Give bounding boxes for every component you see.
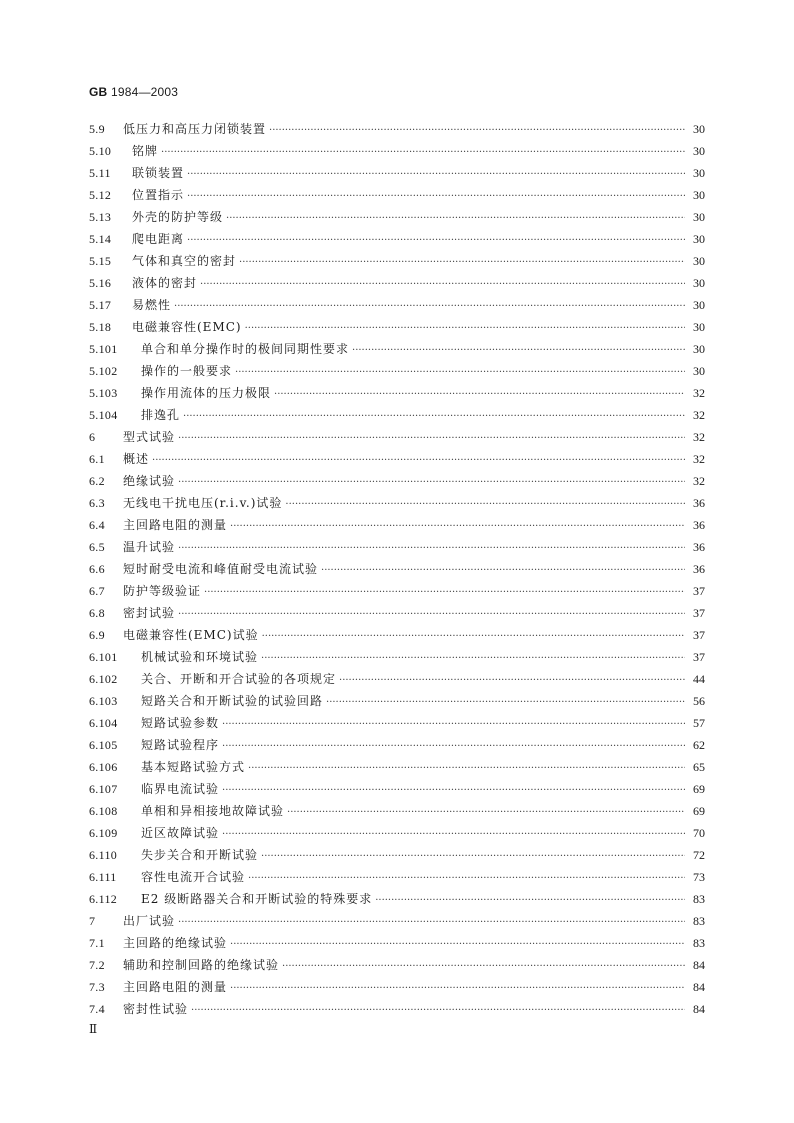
toc-leader-dots bbox=[269, 120, 685, 142]
toc-entry-title: 防护等级验证 bbox=[123, 584, 202, 598]
toc-entry-number: 6.108 bbox=[89, 804, 118, 818]
toc-leader-dots bbox=[187, 186, 685, 208]
toc-entry-page: 37 bbox=[693, 628, 705, 642]
toc-entry[interactable] bbox=[89, 536, 705, 558]
toc-leader-dots bbox=[339, 670, 685, 692]
toc-entry-number: 5.13 bbox=[89, 210, 112, 224]
toc-entry-number: 6.109 bbox=[89, 826, 118, 840]
toc-leader-dots bbox=[152, 450, 685, 472]
toc-leader-dots bbox=[230, 516, 685, 538]
toc-entry-page: 83 bbox=[693, 892, 705, 906]
toc-entry-number: 7 bbox=[89, 914, 96, 928]
toc-entry[interactable] bbox=[89, 998, 705, 1020]
toc-entry-number: 6.5 bbox=[89, 540, 105, 554]
toc-entry-number: 7.4 bbox=[89, 1002, 105, 1016]
toc-entry[interactable] bbox=[89, 382, 705, 404]
toc-entry-number: 5.9 bbox=[89, 122, 105, 136]
page-header bbox=[89, 85, 178, 99]
toc-entry[interactable] bbox=[89, 448, 705, 470]
toc-entry-title: 短路关合和开断试验的试验回路 bbox=[141, 694, 324, 708]
toc-entry-page: 73 bbox=[693, 870, 705, 884]
page-number: Ⅱ bbox=[89, 1022, 98, 1036]
toc-entry-number: 5.17 bbox=[89, 298, 112, 312]
toc-entry-title: 排逸孔 bbox=[141, 408, 181, 422]
toc-entry-number: 6.9 bbox=[89, 628, 105, 642]
toc-leader-dots bbox=[191, 1000, 685, 1022]
toc-entry[interactable] bbox=[89, 514, 705, 536]
toc-entry-number: 6.103 bbox=[89, 694, 118, 708]
toc-entry-title: 位置指示 bbox=[132, 188, 185, 202]
toc-entry[interactable] bbox=[89, 140, 705, 162]
toc-leader-dots bbox=[222, 824, 685, 846]
toc-entry[interactable] bbox=[89, 404, 705, 426]
toc-entry-title: 爬电距离 bbox=[132, 232, 185, 246]
toc-entry-page: 30 bbox=[693, 364, 705, 378]
toc-entry-number: 6.110 bbox=[89, 848, 118, 862]
toc-entry-title: 密封性试验 bbox=[123, 1002, 189, 1016]
toc-entry-page: 70 bbox=[693, 826, 705, 840]
toc-entry[interactable] bbox=[89, 184, 705, 206]
toc-entry-page: 32 bbox=[693, 408, 705, 422]
toc-entry-title: 出厂试验 bbox=[123, 914, 176, 928]
toc-entry[interactable] bbox=[89, 162, 705, 184]
toc-entry-title: 温升试验 bbox=[123, 540, 176, 554]
toc-entry[interactable] bbox=[89, 976, 705, 998]
toc-entry-page: 69 bbox=[693, 804, 705, 818]
toc-entry-number: 6.7 bbox=[89, 584, 105, 598]
toc-entry-page: 56 bbox=[693, 694, 705, 708]
toc-leader-dots bbox=[248, 758, 685, 780]
toc-entry-title: 辅助和控制回路的绝缘试验 bbox=[123, 958, 280, 972]
toc-entry-page: 57 bbox=[693, 716, 705, 730]
toc-entry-number: 6.104 bbox=[89, 716, 118, 730]
toc-entry-page: 83 bbox=[693, 936, 705, 950]
standard-prefix: GB bbox=[89, 85, 108, 99]
toc-leader-dots bbox=[375, 890, 685, 912]
toc-entry[interactable] bbox=[89, 294, 705, 316]
toc-leader-dots bbox=[187, 164, 685, 186]
toc-leader-dots bbox=[235, 362, 685, 384]
toc-entry[interactable] bbox=[89, 822, 705, 844]
toc-leader-dots bbox=[226, 208, 685, 230]
toc-entry[interactable] bbox=[89, 250, 705, 272]
toc-entry-page: 84 bbox=[693, 958, 705, 972]
toc-leader-dots bbox=[287, 802, 685, 824]
toc-entry[interactable] bbox=[89, 800, 705, 822]
standard-number: 1984—2003 bbox=[110, 85, 179, 99]
toc-leader-dots bbox=[326, 692, 685, 714]
toc-entry[interactable] bbox=[89, 580, 705, 602]
toc-entry-title: 基本短路试验方式 bbox=[141, 760, 246, 774]
toc-leader-dots bbox=[178, 428, 685, 450]
toc-leader-dots bbox=[239, 252, 685, 274]
toc-entry-title: 型式试验 bbox=[123, 430, 176, 444]
toc-entry-page: 65 bbox=[693, 760, 705, 774]
toc-leader-dots bbox=[178, 912, 685, 934]
toc-leader-dots bbox=[321, 560, 685, 582]
toc-entry-page: 37 bbox=[693, 584, 705, 598]
toc-entry-page: 83 bbox=[693, 914, 705, 928]
toc-leader-dots bbox=[161, 142, 685, 164]
toc-entry-page: 30 bbox=[693, 276, 705, 290]
toc-entry-page: 36 bbox=[693, 562, 705, 576]
toc-entry-page: 36 bbox=[693, 540, 705, 554]
toc-entry-number: 6.3 bbox=[89, 496, 105, 510]
toc-leader-dots bbox=[222, 714, 685, 736]
toc-entry-title: 绝缘试验 bbox=[123, 474, 176, 488]
toc-entry-page: 30 bbox=[693, 188, 705, 202]
toc-leader-dots bbox=[183, 406, 685, 428]
toc-entry-title: 电磁兼容性(EMC)试验 bbox=[123, 628, 259, 642]
toc-entry[interactable] bbox=[89, 426, 705, 448]
toc-leader-dots bbox=[222, 780, 685, 802]
toc-entry-title: 临界电流试验 bbox=[141, 782, 220, 796]
toc-entry-page: 69 bbox=[693, 782, 705, 796]
toc-entry-page: 30 bbox=[693, 254, 705, 268]
toc-entry-number: 5.18 bbox=[89, 320, 112, 334]
toc-entry-title: 主回路的绝缘试验 bbox=[123, 936, 228, 950]
toc-entry-title: 电磁兼容性(EMC) bbox=[132, 320, 242, 334]
toc-entry-page: 84 bbox=[693, 980, 705, 994]
toc-entry[interactable] bbox=[89, 844, 705, 866]
toc-entry-page: 30 bbox=[693, 298, 705, 312]
toc-entry-title: 密封试验 bbox=[123, 606, 176, 620]
toc-leader-dots bbox=[178, 538, 685, 560]
toc-entry[interactable] bbox=[89, 492, 705, 514]
toc-entry-title: 单相和异相接地故障试验 bbox=[141, 804, 285, 818]
toc-entry-number: 6.111 bbox=[89, 870, 117, 884]
toc-entry[interactable] bbox=[89, 954, 705, 976]
toc-entry[interactable] bbox=[89, 558, 705, 580]
toc-entry-title: 操作用流体的压力极限 bbox=[141, 386, 272, 400]
toc-leader-dots bbox=[174, 296, 685, 318]
toc-leader-dots bbox=[187, 230, 685, 252]
toc-entry-page: 30 bbox=[693, 232, 705, 246]
toc-entry-title: 容性电流开合试验 bbox=[141, 870, 246, 884]
toc-entry-title: 失步关合和开断试验 bbox=[141, 848, 259, 862]
toc-entry-page: 32 bbox=[693, 474, 705, 488]
toc-entry[interactable] bbox=[89, 228, 705, 250]
toc-leader-dots bbox=[282, 956, 685, 978]
toc-leader-dots bbox=[285, 494, 685, 516]
toc-entry[interactable] bbox=[89, 272, 705, 294]
toc-entry-page: 30 bbox=[693, 210, 705, 224]
toc-entry[interactable] bbox=[89, 338, 705, 360]
toc-entry[interactable] bbox=[89, 316, 705, 338]
toc-leader-dots bbox=[204, 582, 685, 604]
toc-leader-dots bbox=[230, 934, 685, 956]
toc-entry-title: 短路试验程序 bbox=[141, 738, 220, 752]
toc-entry-page: 30 bbox=[693, 144, 705, 158]
toc-entry[interactable] bbox=[89, 646, 705, 668]
toc-entry-number: 5.11 bbox=[89, 166, 111, 180]
toc-entry-number: 5.103 bbox=[89, 386, 118, 400]
toc-leader-dots bbox=[222, 736, 685, 758]
toc-entry[interactable] bbox=[89, 756, 705, 778]
toc-entry-title: 关合、开断和开合试验的各项规定 bbox=[141, 672, 337, 686]
toc-entry-page: 36 bbox=[693, 496, 705, 510]
toc-leader-dots bbox=[178, 472, 685, 494]
toc-leader-dots bbox=[245, 318, 685, 340]
toc-entry-page: 44 bbox=[693, 672, 705, 686]
toc-entry[interactable] bbox=[89, 712, 705, 734]
toc-entry-page: 36 bbox=[693, 518, 705, 532]
toc-entry-page: 37 bbox=[693, 650, 705, 664]
toc-entry-number: 7.3 bbox=[89, 980, 105, 994]
toc-leader-dots bbox=[261, 648, 685, 670]
toc-entry-number: 5.16 bbox=[89, 276, 112, 290]
toc-entry-number: 5.104 bbox=[89, 408, 118, 422]
toc-entry[interactable] bbox=[89, 360, 705, 382]
toc-entry-page: 84 bbox=[693, 1002, 705, 1016]
toc-entry-title: 概述 bbox=[123, 452, 150, 466]
toc-entry[interactable] bbox=[89, 888, 705, 910]
toc-entry-page: 72 bbox=[693, 848, 705, 862]
toc-entry[interactable] bbox=[89, 470, 705, 492]
toc-leader-dots bbox=[230, 978, 685, 1000]
toc-entry[interactable] bbox=[89, 932, 705, 954]
toc-entry-title: 液体的密封 bbox=[132, 276, 198, 290]
toc-entry-title: 主回路电阻的测量 bbox=[123, 980, 228, 994]
toc-entry-number: 6.101 bbox=[89, 650, 118, 664]
toc-entry-title: E2 级断路器关合和开断试验的特殊要求 bbox=[141, 892, 373, 906]
toc-entry-number: 6.112 bbox=[89, 892, 118, 906]
toc-leader-dots bbox=[261, 846, 685, 868]
toc-entry-number: 6.1 bbox=[89, 452, 105, 466]
toc-entry-title: 易燃性 bbox=[132, 298, 172, 312]
toc-entry-page: 30 bbox=[693, 166, 705, 180]
toc-entry-title: 无线电干扰电压(r.i.v.)试验 bbox=[123, 496, 283, 510]
toc-entry-title: 短时耐受电流和峰值耐受电流试验 bbox=[123, 562, 319, 576]
toc-leader-dots bbox=[352, 340, 685, 362]
toc-entry-page: 37 bbox=[693, 606, 705, 620]
toc-leader-dots bbox=[262, 626, 685, 648]
toc-entry-number: 6.106 bbox=[89, 760, 118, 774]
toc-entry[interactable] bbox=[89, 118, 705, 140]
toc-entry-title: 机械试验和环境试验 bbox=[141, 650, 259, 664]
toc-entry-number: 5.101 bbox=[89, 342, 118, 356]
toc-entry[interactable] bbox=[89, 910, 705, 932]
toc-entry-title: 外壳的防护等级 bbox=[132, 210, 224, 224]
toc-entry-title: 操作的一般要求 bbox=[141, 364, 233, 378]
toc-entry-title: 气体和真空的密封 bbox=[132, 254, 237, 268]
toc-entry-number: 5.102 bbox=[89, 364, 118, 378]
toc-entry[interactable] bbox=[89, 866, 705, 888]
toc-entry-number: 6.6 bbox=[89, 562, 105, 576]
toc-entry-number: 5.10 bbox=[89, 144, 112, 158]
toc-entry[interactable] bbox=[89, 778, 705, 800]
toc-entry-page: 32 bbox=[693, 386, 705, 400]
toc-entry-title: 低压力和高压力闭锁装置 bbox=[123, 122, 267, 136]
toc-entry-title: 近区故障试验 bbox=[141, 826, 220, 840]
toc-entry-number: 6.107 bbox=[89, 782, 118, 796]
toc-entry-number: 5.15 bbox=[89, 254, 112, 268]
toc-entry-number: 5.12 bbox=[89, 188, 112, 202]
toc-entry-title: 主回路电阻的测量 bbox=[123, 518, 228, 532]
toc-entry-title: 联锁装置 bbox=[132, 166, 185, 180]
toc-entry[interactable] bbox=[89, 624, 705, 646]
toc-entry-number: 6.8 bbox=[89, 606, 105, 620]
toc-entry[interactable] bbox=[89, 206, 705, 228]
toc-entry-number: 6.102 bbox=[89, 672, 118, 686]
toc-entry-page: 32 bbox=[693, 452, 705, 466]
toc-entry-page: 30 bbox=[693, 320, 705, 334]
toc-entry-page: 32 bbox=[693, 430, 705, 444]
toc-entry[interactable] bbox=[89, 668, 705, 690]
toc-entry[interactable] bbox=[89, 690, 705, 712]
toc-leader-dots bbox=[200, 274, 685, 296]
toc-entry-title: 铭牌 bbox=[132, 144, 159, 158]
toc-entry-page: 30 bbox=[693, 122, 705, 136]
toc-entry-number: 6.2 bbox=[89, 474, 105, 488]
toc-entry-page: 62 bbox=[693, 738, 705, 752]
table-of-contents bbox=[89, 118, 705, 1020]
toc-entry-title: 短路试验参数 bbox=[141, 716, 220, 730]
toc-leader-dots bbox=[178, 604, 685, 626]
toc-entry-number: 6.105 bbox=[89, 738, 118, 752]
toc-entry[interactable] bbox=[89, 602, 705, 624]
toc-entry[interactable] bbox=[89, 734, 705, 756]
toc-leader-dots bbox=[248, 868, 685, 890]
toc-entry-number: 7.1 bbox=[89, 936, 105, 950]
toc-entry-number: 6.4 bbox=[89, 518, 105, 532]
toc-entry-title: 单合和单分操作时的极间同期性要求 bbox=[141, 342, 350, 356]
toc-leader-dots bbox=[274, 384, 685, 406]
toc-entry-number: 5.14 bbox=[89, 232, 112, 246]
toc-entry-number: 7.2 bbox=[89, 958, 105, 972]
toc-entry-page: 30 bbox=[693, 342, 705, 356]
toc-entry-number: 6 bbox=[89, 430, 96, 444]
